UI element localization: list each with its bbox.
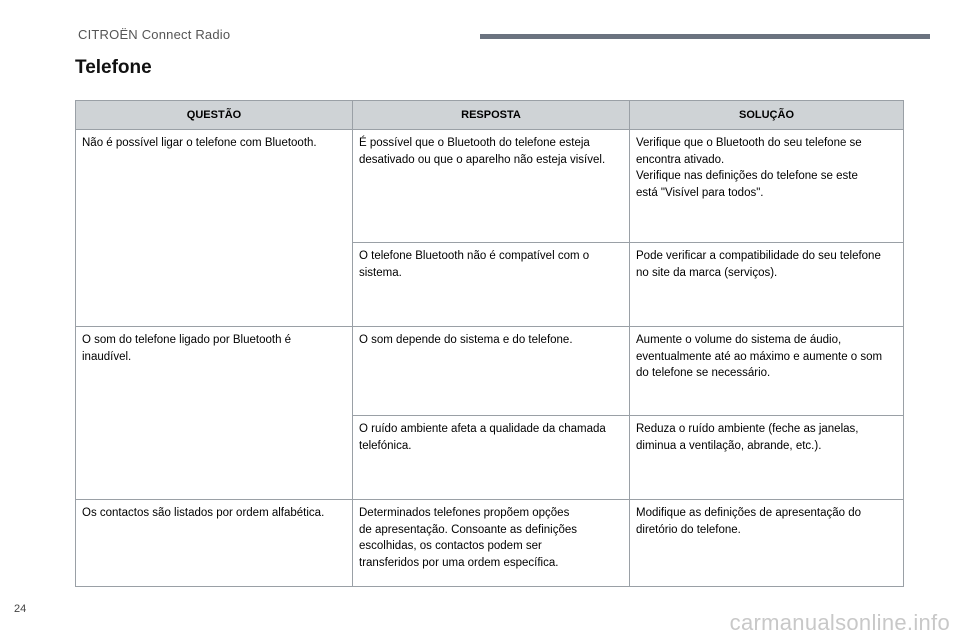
watermark: carmanualsonline.info [729, 610, 950, 635]
table-row [76, 500, 904, 587]
solution-cell: Reduza o ruído ambiente (feche as janelas, diminua a ventilação, abrande, etc.). [630, 416, 904, 500]
header-bar [480, 34, 930, 39]
table-header-row [76, 101, 904, 130]
question-cell: Não é possível ligar o telefone com Bluetooth. [76, 130, 353, 327]
column-header-response: RESPOSTA [353, 101, 630, 130]
response-cell: Determinados telefones propõem opções de apresentação. Consoante as definições escolhidas, os contactos podem ser transferidos por uma ordem específica. [353, 500, 630, 587]
table-row [76, 130, 904, 243]
header-title: CITROËN Connect Radio [78, 27, 231, 42]
solution-cell: Aumente o volume do sistema de áudio, eventualmente até ao máximo e aumente o som do telefone se necessário. [630, 327, 904, 416]
response-cell: O som depende do sistema e do telefone. [353, 327, 630, 416]
solution-cell: Verifique que o Bluetooth do seu telefone se encontra ativado. Verifique nas definições do telefone se este está "Visível para todos". [630, 130, 904, 243]
page-number: 24 [14, 603, 27, 615]
response-cell: O telefone Bluetooth não é compatível com o sistema. [353, 243, 630, 327]
column-header-solution: SOLUÇÃO [630, 101, 904, 130]
solution-cell: Modifique as definições de apresentação do diretório do telefone. [630, 500, 904, 587]
faq-table [75, 100, 904, 587]
solution-cell: Pode verificar a compatibilidade do seu telefone no site da marca (serviços). [630, 243, 904, 327]
page-title: Telefone [75, 57, 152, 78]
question-cell: O som do telefone ligado por Bluetooth é inaudível. [76, 327, 353, 500]
column-header-question: QUESTÃO [76, 101, 353, 130]
response-cell: O ruído ambiente afeta a qualidade da chamada telefónica. [353, 416, 630, 500]
response-cell: É possível que o Bluetooth do telefone esteja desativado ou que o aparelho não esteja visível. [353, 130, 630, 243]
question-cell: Os contactos são listados por ordem alfabética. [76, 500, 353, 587]
table-row [76, 327, 904, 416]
